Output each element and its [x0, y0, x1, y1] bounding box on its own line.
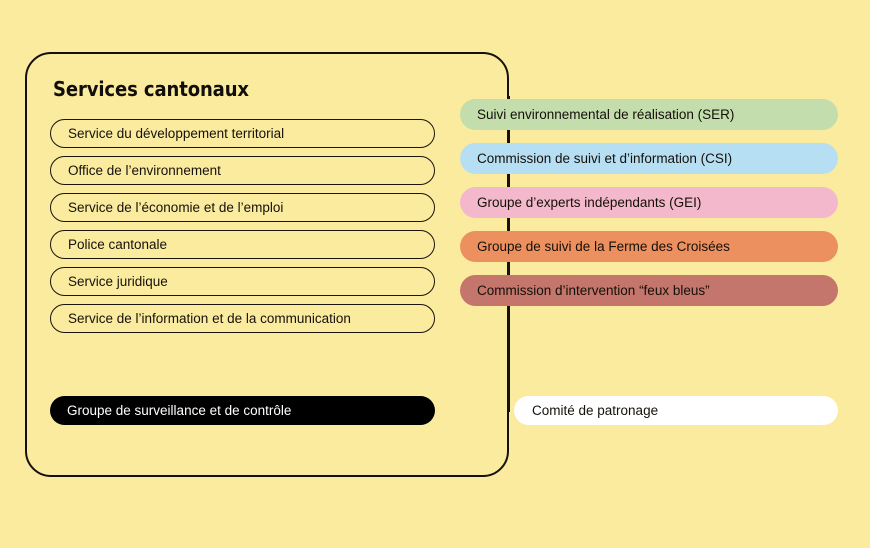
service-label: Office de l’environnement — [68, 163, 221, 178]
surveillance-group-pill[interactable] — [50, 396, 435, 425]
patronage-committee-label: Comité de patronage — [532, 403, 659, 418]
committee-label: Commission de suivi et d’information (CSI) — [477, 151, 733, 166]
committee-label: Commission d’intervention “feux bleus” — [477, 283, 710, 298]
list-item[interactable] — [460, 143, 838, 174]
list-item[interactable] — [460, 187, 838, 218]
committees-list — [460, 99, 838, 306]
list-item[interactable] — [50, 304, 435, 333]
page-title: Services cantonaux — [53, 77, 249, 101]
list-item[interactable] — [50, 230, 435, 259]
service-label: Service du développement territorial — [68, 126, 285, 141]
list-item[interactable] — [460, 275, 838, 306]
patronage-committee-pill[interactable] — [514, 396, 838, 425]
cantonal-services-list — [50, 119, 435, 333]
committee-label: Groupe d’experts indépendants (GEI) — [477, 195, 702, 210]
surveillance-group-label: Groupe de surveillance et de contrôle — [67, 403, 292, 418]
list-item[interactable] — [50, 267, 435, 296]
committee-label: Suivi environnemental de réalisation (SER) — [477, 107, 735, 122]
committee-label: Groupe de suivi de la Ferme des Croisées — [477, 239, 730, 254]
list-item[interactable] — [50, 119, 435, 148]
list-item[interactable] — [460, 231, 838, 262]
service-label: Police cantonale — [68, 237, 168, 252]
service-label: Service juridique — [68, 274, 168, 289]
service-label: Service de l’économie et de l’emploi — [68, 200, 284, 215]
list-item[interactable] — [50, 193, 435, 222]
list-item[interactable] — [50, 156, 435, 185]
list-item[interactable] — [460, 99, 838, 130]
service-label: Service de l’information et de la communication — [68, 311, 351, 326]
